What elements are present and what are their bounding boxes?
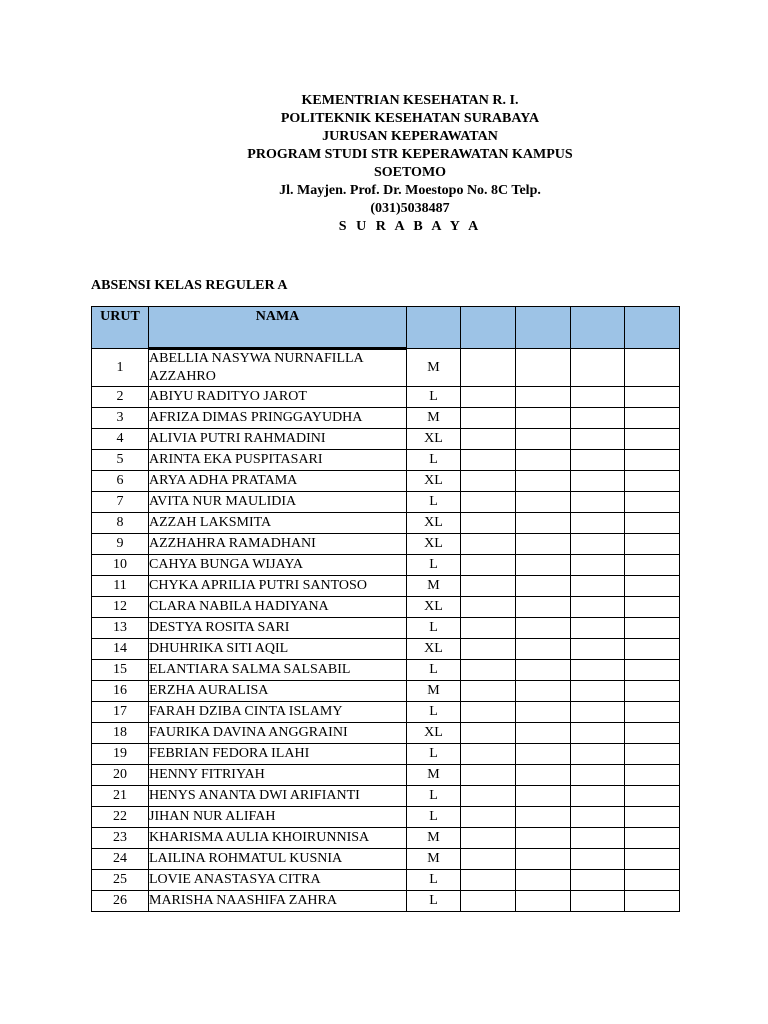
attendance-cell-4 <box>625 349 680 387</box>
shirt-size: XL <box>407 513 461 534</box>
attendance-cell-2 <box>516 723 571 744</box>
attendance-cell-1 <box>461 555 516 576</box>
table-row <box>92 660 680 681</box>
attendance-cell-3 <box>571 891 625 912</box>
attendance-cell-2 <box>516 492 571 513</box>
attendance-cell-4 <box>625 450 680 471</box>
table-row <box>92 765 680 786</box>
attendance-cell-2 <box>516 408 571 429</box>
document-header <box>0 92 768 236</box>
student-name: MARISHA NAASHIFA ZAHRA <box>149 891 407 912</box>
student-name: HENNY FITRIYAH <box>149 765 407 786</box>
attendance-cell-1 <box>461 349 516 387</box>
attendance-cell-3 <box>571 702 625 723</box>
shirt-size: M <box>407 408 461 429</box>
attendance-cell-3 <box>571 471 625 492</box>
attendance-cell-2 <box>516 660 571 681</box>
attendance-cell-4 <box>625 744 680 765</box>
attendance-cell-2 <box>516 349 571 387</box>
shirt-size: M <box>407 828 461 849</box>
attendance-cell-1 <box>461 807 516 828</box>
student-name: DHUHRIKA SITI AQIL <box>149 639 407 660</box>
attendance-cell-1 <box>461 891 516 912</box>
shirt-size: M <box>407 576 461 597</box>
attendance-cell-1 <box>461 408 516 429</box>
campus-name: SOETOMO <box>373 165 447 180</box>
attendance-cell-3 <box>571 828 625 849</box>
attendance-cell-4 <box>625 786 680 807</box>
student-name: LAILINA ROHMATUL KUSNIA <box>149 849 407 870</box>
attendance-cell-4 <box>625 387 680 408</box>
table-row <box>92 807 680 828</box>
shirt-size: XL <box>407 534 461 555</box>
attendance-cell-1 <box>461 450 516 471</box>
row-number: 23 <box>92 828 149 849</box>
attendance-cell-3 <box>571 681 625 702</box>
shirt-size: XL <box>407 429 461 450</box>
column-header-number: URUT <box>92 307 149 349</box>
shirt-size: L <box>407 744 461 765</box>
student-name: LOVIE ANASTASYA CITRA <box>149 870 407 891</box>
institution-title: POLITEKNIK KESEHATAN SURABAYA <box>280 111 540 126</box>
attendance-cell-1 <box>461 723 516 744</box>
table-row <box>92 555 680 576</box>
attendance-cell-3 <box>571 429 625 450</box>
attendance-cell-1 <box>461 870 516 891</box>
attendance-cell-4 <box>625 513 680 534</box>
row-number: 4 <box>92 429 149 450</box>
row-number: 14 <box>92 639 149 660</box>
row-number: 1 <box>92 349 149 387</box>
attendance-cell-4 <box>625 849 680 870</box>
row-number: 13 <box>92 618 149 639</box>
attendance-cell-4 <box>625 681 680 702</box>
program-title: PROGRAM STUDI STR KEPERAWATAN KAMPUS <box>247 147 573 162</box>
attendance-cell-3 <box>571 492 625 513</box>
attendance-cell-3 <box>571 744 625 765</box>
phone-line: (031)5038487 <box>370 201 450 216</box>
row-number: 20 <box>92 765 149 786</box>
table-row <box>92 450 680 471</box>
row-number: 17 <box>92 702 149 723</box>
row-number: 3 <box>92 408 149 429</box>
attendance-cell-1 <box>461 513 516 534</box>
department-title: JURUSAN KEPERAWATAN <box>322 129 498 144</box>
attendance-cell-1 <box>461 534 516 555</box>
student-name: ELANTIARA SALMA SALSABIL <box>149 660 407 681</box>
shirt-size: L <box>407 492 461 513</box>
attendance-cell-2 <box>516 828 571 849</box>
attendance-cell-2 <box>516 555 571 576</box>
attendance-cell-3 <box>571 660 625 681</box>
city-line: S U R A B A Y A <box>338 219 482 234</box>
student-name: AZZHAHRA RAMADHANI <box>149 534 407 555</box>
student-name: KHARISMA AULIA KHOIRUNNISA <box>149 828 407 849</box>
attendance-cell-1 <box>461 702 516 723</box>
row-number: 12 <box>92 597 149 618</box>
attendance-cell-2 <box>516 471 571 492</box>
student-name: FAURIKA DAVINA ANGGRAINI <box>149 723 407 744</box>
attendance-cell-3 <box>571 387 625 408</box>
attendance-table <box>91 306 680 912</box>
table-row <box>92 349 680 387</box>
table-row <box>92 618 680 639</box>
row-number: 8 <box>92 513 149 534</box>
row-number: 16 <box>92 681 149 702</box>
attendance-title: ABSENSI KELAS REGULER A <box>91 278 288 293</box>
shirt-size: L <box>407 891 461 912</box>
table-row <box>92 429 680 450</box>
shirt-size: L <box>407 660 461 681</box>
table-row <box>92 681 680 702</box>
attendance-cell-3 <box>571 450 625 471</box>
table-row <box>92 723 680 744</box>
column-header-empty-1 <box>461 307 516 349</box>
attendance-cell-4 <box>625 492 680 513</box>
table-row <box>92 597 680 618</box>
attendance-cell-3 <box>571 555 625 576</box>
shirt-size: L <box>407 450 461 471</box>
shirt-size: XL <box>407 597 461 618</box>
shirt-size: L <box>407 555 461 576</box>
attendance-cell-3 <box>571 618 625 639</box>
attendance-cell-4 <box>625 597 680 618</box>
attendance-cell-4 <box>625 618 680 639</box>
student-name: AZZAH LAKSMITA <box>149 513 407 534</box>
attendance-cell-1 <box>461 660 516 681</box>
attendance-cell-4 <box>625 723 680 744</box>
row-number: 25 <box>92 870 149 891</box>
attendance-cell-4 <box>625 534 680 555</box>
student-name: HENYS ANANTA DWI ARIFIANTI <box>149 786 407 807</box>
attendance-cell-2 <box>516 450 571 471</box>
table-row <box>92 828 680 849</box>
attendance-cell-2 <box>516 870 571 891</box>
student-name: ABELLIA NASYWA NURNAFILLA AZZAHRO <box>149 349 407 387</box>
ministry-title: KEMENTRIAN KESEHATAN R. I. <box>301 93 519 108</box>
attendance-cell-2 <box>516 597 571 618</box>
attendance-cell-2 <box>516 387 571 408</box>
row-number: 24 <box>92 849 149 870</box>
attendance-cell-4 <box>625 660 680 681</box>
attendance-cell-3 <box>571 639 625 660</box>
attendance-cell-1 <box>461 492 516 513</box>
row-number: 9 <box>92 534 149 555</box>
table-row <box>92 849 680 870</box>
attendance-cell-1 <box>461 681 516 702</box>
student-name: AFRIZA DIMAS PRINGGAYUDHA <box>149 408 407 429</box>
attendance-cell-2 <box>516 891 571 912</box>
table-header-row <box>92 307 680 349</box>
attendance-cell-2 <box>516 681 571 702</box>
attendance-cell-2 <box>516 534 571 555</box>
attendance-cell-1 <box>461 765 516 786</box>
student-name: ERZHA AURALISA <box>149 681 407 702</box>
row-number: 21 <box>92 786 149 807</box>
row-number: 26 <box>92 891 149 912</box>
attendance-cell-4 <box>625 576 680 597</box>
attendance-cell-1 <box>461 639 516 660</box>
attendance-cell-2 <box>516 786 571 807</box>
table-row <box>92 639 680 660</box>
attendance-cell-2 <box>516 807 571 828</box>
row-number: 19 <box>92 744 149 765</box>
table-row <box>92 492 680 513</box>
attendance-cell-3 <box>571 513 625 534</box>
attendance-cell-1 <box>461 786 516 807</box>
attendance-cell-2 <box>516 576 571 597</box>
student-name: CLARA NABILA HADIYANA <box>149 597 407 618</box>
attendance-cell-4 <box>625 765 680 786</box>
table-row <box>92 891 680 912</box>
row-number: 10 <box>92 555 149 576</box>
attendance-cell-4 <box>625 639 680 660</box>
column-header-empty-4 <box>625 307 680 349</box>
student-name: ABIYU RADITYO JAROT <box>149 387 407 408</box>
attendance-cell-2 <box>516 744 571 765</box>
attendance-cell-1 <box>461 471 516 492</box>
attendance-cell-1 <box>461 429 516 450</box>
attendance-cell-3 <box>571 576 625 597</box>
attendance-cell-3 <box>571 349 625 387</box>
column-header-empty-3 <box>571 307 625 349</box>
student-name: ALIVIA PUTRI RAHMADINI <box>149 429 407 450</box>
attendance-cell-3 <box>571 849 625 870</box>
attendance-cell-3 <box>571 765 625 786</box>
table-row <box>92 786 680 807</box>
student-name: AVITA NUR MAULIDIA <box>149 492 407 513</box>
student-name: ARINTA EKA PUSPITASARI <box>149 450 407 471</box>
shirt-size: L <box>407 387 461 408</box>
student-name: DESTYA ROSITA SARI <box>149 618 407 639</box>
attendance-cell-3 <box>571 807 625 828</box>
attendance-cell-3 <box>571 870 625 891</box>
attendance-cell-1 <box>461 849 516 870</box>
address-line: Jl. Mayjen. Prof. Dr. Moestopo No. 8C Telp. <box>279 183 541 198</box>
student-name: CAHYA BUNGA WIJAYA <box>149 555 407 576</box>
attendance-cell-4 <box>625 870 680 891</box>
table-row <box>92 534 680 555</box>
attendance-cell-1 <box>461 744 516 765</box>
table-row <box>92 513 680 534</box>
attendance-cell-2 <box>516 639 571 660</box>
attendance-cell-4 <box>625 807 680 828</box>
shirt-size: L <box>407 786 461 807</box>
shirt-size: L <box>407 702 461 723</box>
table-row <box>92 744 680 765</box>
attendance-cell-3 <box>571 723 625 744</box>
attendance-cell-3 <box>571 534 625 555</box>
shirt-size: M <box>407 349 461 387</box>
attendance-cell-4 <box>625 408 680 429</box>
attendance-cell-4 <box>625 429 680 450</box>
attendance-cell-2 <box>516 513 571 534</box>
attendance-cell-4 <box>625 471 680 492</box>
student-name: CHYKA APRILIA PUTRI SANTOSO <box>149 576 407 597</box>
student-name: FARAH DZIBA CINTA ISLAMY <box>149 702 407 723</box>
shirt-size: M <box>407 681 461 702</box>
column-header-size <box>407 307 461 349</box>
table-row <box>92 870 680 891</box>
row-number: 2 <box>92 387 149 408</box>
table-row <box>92 471 680 492</box>
shirt-size: L <box>407 618 461 639</box>
column-header-empty-2 <box>516 307 571 349</box>
attendance-cell-3 <box>571 786 625 807</box>
student-name: ARYA ADHA PRATAMA <box>149 471 407 492</box>
attendance-cell-2 <box>516 618 571 639</box>
attendance-cell-3 <box>571 408 625 429</box>
attendance-cell-1 <box>461 576 516 597</box>
attendance-cell-2 <box>516 702 571 723</box>
row-number: 11 <box>92 576 149 597</box>
table-row <box>92 387 680 408</box>
row-number: 15 <box>92 660 149 681</box>
row-number: 7 <box>92 492 149 513</box>
row-number: 22 <box>92 807 149 828</box>
shirt-size: XL <box>407 723 461 744</box>
attendance-cell-1 <box>461 597 516 618</box>
attendance-cell-1 <box>461 618 516 639</box>
attendance-cell-4 <box>625 555 680 576</box>
row-number: 5 <box>92 450 149 471</box>
column-header-name: NAMA <box>149 307 407 349</box>
attendance-cell-1 <box>461 828 516 849</box>
student-name: JIHAN NUR ALIFAH <box>149 807 407 828</box>
shirt-size: XL <box>407 471 461 492</box>
table-row <box>92 576 680 597</box>
shirt-size: M <box>407 849 461 870</box>
table-row <box>92 702 680 723</box>
student-name: FEBRIAN FEDORA ILAHI <box>149 744 407 765</box>
attendance-cell-2 <box>516 765 571 786</box>
attendance-cell-4 <box>625 702 680 723</box>
attendance-cell-3 <box>571 597 625 618</box>
shirt-size: M <box>407 765 461 786</box>
attendance-cell-4 <box>625 828 680 849</box>
attendance-table-body <box>92 349 680 912</box>
attendance-cell-4 <box>625 891 680 912</box>
attendance-cell-1 <box>461 387 516 408</box>
shirt-size: L <box>407 807 461 828</box>
row-number: 6 <box>92 471 149 492</box>
attendance-cell-2 <box>516 429 571 450</box>
shirt-size: XL <box>407 639 461 660</box>
shirt-size: L <box>407 870 461 891</box>
attendance-cell-2 <box>516 849 571 870</box>
table-row <box>92 408 680 429</box>
row-number: 18 <box>92 723 149 744</box>
